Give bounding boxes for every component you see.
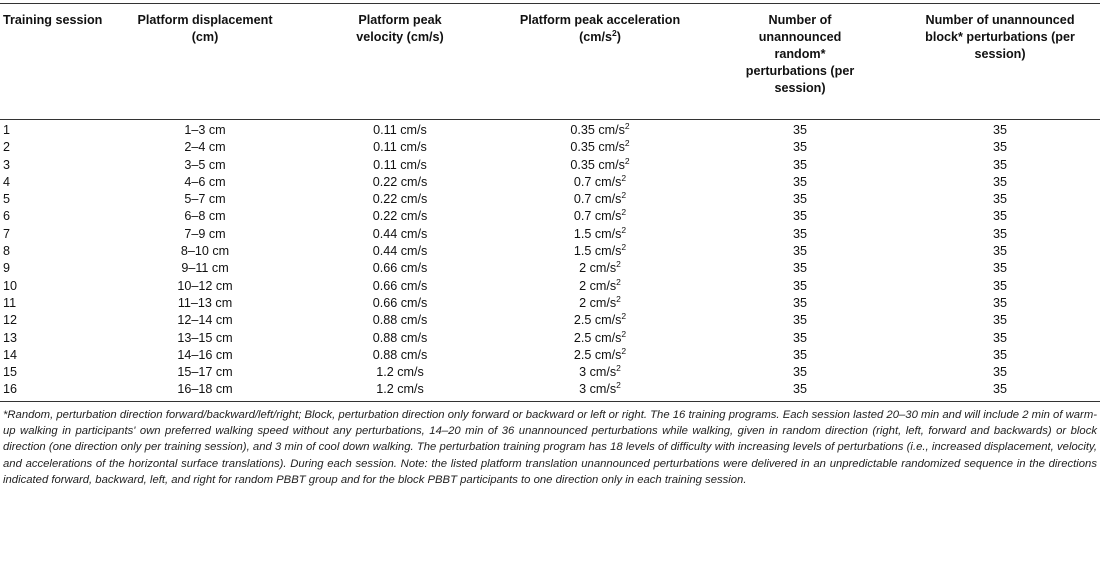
accel-value: 2.5 cm/s [573,347,622,362]
table-row [0,191,1100,208]
cell-platform-peak-velocity: 0.66 cm/s [372,278,428,293]
cell-training-session: 8 [3,244,11,259]
cell-platform-peak-velocity: 0.88 cm/s [372,313,428,328]
cell-block-perturbations: 35 [992,174,1007,189]
cell-training-session: 6 [3,209,11,224]
cell-random-perturbations: 35 [792,295,807,310]
cell-platform-displacement: 12–14 cm [177,313,233,328]
squared-superscript: 2 [621,207,627,218]
cell-random-perturbations: 35 [792,140,807,155]
accel-value: 3 cm/s [579,365,617,380]
cell-platform-peak-acceleration [500,243,700,260]
table-row [0,157,1100,174]
cell-block-perturbations: 35 [992,192,1007,207]
cell-platform-peak-acceleration [500,208,700,225]
cell-platform-displacement: 10–12 cm [177,278,233,293]
table-row [0,295,1100,312]
cell-platform-displacement: 16–18 cm [110,381,300,401]
cell-platform-peak-acceleration [500,295,700,312]
cell-platform-peak-acceleration [500,157,700,174]
cell-block-perturbations: 35 [992,347,1007,362]
header-platform-peak-acceleration [500,4,700,120]
cell-random-perturbations: 35 [792,347,807,362]
table-row [0,330,1100,347]
cell-training-session: 15 [3,365,18,380]
cell-block-perturbations: 35 [992,278,1007,293]
squared-superscript: 2 [621,311,627,322]
cell-training-session: 12 [3,313,18,328]
cell-platform-peak-velocity: 0.44 cm/s [372,244,428,259]
cell-block-perturbations: 35 [992,140,1007,155]
table-row [0,381,1100,401]
training-sessions-table [0,3,1100,402]
cell-block-perturbations: 35 [992,261,1007,276]
accel-value: 2 cm/s [579,278,617,293]
cell-platform-peak-velocity: 0.11 cm/s [373,157,427,172]
table-row [0,347,1100,364]
squared-superscript: 2 [621,224,627,235]
cell-platform-peak-acceleration [500,312,700,329]
table-row [0,139,1100,156]
header-unannounced-random: Number of unannounced random* perturbations (per session) [700,4,900,120]
squared-superscript: 2 [616,380,621,391]
cell-platform-displacement: 14–16 cm [177,347,233,362]
table-header [0,4,1100,120]
accel-value: 2.5 cm/s [573,313,622,328]
cell-platform-displacement: 2–4 cm [184,140,226,155]
cell-random-perturbations: 35 [792,278,807,293]
cell-platform-peak-acceleration [500,174,700,191]
accel-value: 3 cm/s [579,382,617,397]
squared-superscript: 2 [616,276,621,287]
cell-platform-peak-velocity: 1.2 cm/s [300,381,500,401]
cell-platform-displacement: 11–13 cm [177,295,233,310]
squared-superscript: 2 [621,172,627,183]
cell-block-perturbations: 35 [900,381,1100,401]
table-footnote: *Random, perturbation direction forward/backward/left/right; Block, perturbation direction only forward or backward or left or right. The 16 training programs. Each session lasted 20–30 min and will include 2 min of warm-up walking in participants' own preferred walking speed without any perturbations, 14–20 min of 36 unannounced perturbations while walking, given in random direction (right, left, forward and backwards) or block direction (one direction only per training session), and 3 min of cool down walking. The perturbation training program has 18 levels of difficulty with increasing levels of perturbations (i.e., increased displacement, velocity, and accelerations of the horizontal surface translations). During each session. Note: the listed platform translation unannounced perturbations were delivered in an unpredictable randomized sequence in the directions indicated forward, backward, left, and right for random PBBT group and for the block PBBT participants to one direction only in each training session. [3,408,1097,486]
cell-random-perturbations: 35 [792,313,807,328]
cell-platform-displacement: 3–5 cm [184,157,226,172]
cell-block-perturbations: 35 [992,209,1007,224]
cell-platform-peak-acceleration [500,260,700,277]
squared-superscript: 2 [624,121,630,131]
cell-block-perturbations: 35 [992,313,1007,328]
cell-platform-displacement: 9–11 cm [181,261,229,276]
cell-random-perturbations: 35 [792,192,807,207]
cell-platform-peak-acceleration [500,381,700,401]
cell-platform-peak-velocity: 0.22 cm/s [372,174,428,189]
squared-superscript: 2 [621,242,627,253]
header-training-session: Training session [0,4,110,120]
cell-platform-peak-velocity: 0.88 cm/s [372,330,428,345]
table-row [0,226,1100,243]
cell-training-session: 4 [3,174,11,189]
cell-block-perturbations: 35 [992,123,1007,137]
squared-superscript: 2 [624,138,630,149]
cell-training-session: 1 [3,123,11,137]
table-row [0,364,1100,381]
accel-value: 1.5 cm/s [573,226,622,241]
table-row [0,174,1100,191]
cell-platform-peak-velocity: 0.44 cm/s [372,226,428,241]
header-platform-displacement: Platform displacement (cm) [110,4,300,120]
accel-value: 0.7 cm/s [573,209,622,224]
squared-superscript: 2 [616,259,621,270]
cell-platform-peak-acceleration [500,364,700,381]
cell-block-perturbations: 35 [992,157,1007,172]
cell-random-perturbations: 35 [792,330,807,345]
cell-platform-peak-acceleration [500,120,700,140]
cell-training-session: 5 [3,192,11,207]
accel-value: 0.35 cm/s [570,140,625,155]
squared-superscript: 2 [616,293,621,304]
cell-random-perturbations: 35 [792,244,807,259]
cell-random-perturbations: 35 [792,174,807,189]
cell-platform-peak-acceleration [500,330,700,347]
cell-training-session: 3 [3,157,11,172]
cell-platform-displacement: 4–6 cm [184,174,226,189]
accel-value: 1.5 cm/s [573,244,622,259]
cell-training-session: 9 [3,261,11,276]
header-accel-superscript: 2 [611,28,617,38]
cell-block-perturbations: 35 [992,365,1007,380]
cell-training-session: 16 [0,381,110,401]
accel-value: 2 cm/s [579,295,617,310]
cell-block-perturbations: 35 [992,295,1007,310]
cell-platform-displacement: 5–7 cm [184,192,226,207]
cell-platform-peak-velocity: 0.11 cm/s [373,123,427,137]
cell-training-session: 13 [3,330,18,345]
cell-block-perturbations: 35 [992,244,1007,259]
cell-random-perturbations: 35 [700,381,900,401]
cell-random-perturbations: 35 [792,209,807,224]
accel-value: 2.5 cm/s [573,330,622,345]
cell-platform-displacement: 6–8 cm [184,209,226,224]
cell-platform-peak-acceleration [500,226,700,243]
cell-platform-peak-velocity: 1.2 cm/s [376,365,424,380]
accel-value: 0.7 cm/s [573,192,622,207]
squared-superscript: 2 [624,155,630,166]
cell-platform-peak-velocity: 0.88 cm/s [372,347,428,362]
table-row [0,312,1100,329]
header-platform-peak-velocity: Platform peak velocity (cm/s) [300,4,500,120]
cell-training-session: 2 [3,140,11,155]
cell-platform-displacement: 7–9 cm [184,226,226,241]
cell-platform-peak-velocity: 0.22 cm/s [372,192,428,207]
table-body [0,120,1100,402]
accel-value: 0.35 cm/s [570,157,625,172]
squared-superscript: 2 [616,363,621,374]
squared-superscript: 2 [621,345,627,356]
cell-random-perturbations: 35 [792,123,807,137]
cell-random-perturbations: 35 [792,157,807,172]
table-row [0,278,1100,295]
header-unannounced-block: Number of unannounced block* perturbations (per session) [900,4,1100,120]
table-row [0,260,1100,277]
cell-platform-peak-acceleration [500,191,700,208]
squared-superscript: 2 [621,190,627,201]
cell-block-perturbations: 35 [992,226,1007,241]
cell-platform-displacement: 15–17 cm [177,365,233,380]
table-row [0,243,1100,260]
squared-superscript: 2 [621,328,627,339]
cell-platform-peak-acceleration [500,347,700,364]
cell-random-perturbations: 35 [792,226,807,241]
table-row [0,208,1100,225]
cell-platform-peak-acceleration [500,278,700,295]
header-accel-close: ) [616,30,621,44]
header-accel-text: Platform peak acceleration (cm/s [519,13,681,44]
cell-platform-peak-acceleration [500,139,700,156]
cell-platform-peak-velocity: 0.66 cm/s [372,295,428,310]
accel-value: 0.35 cm/s [570,123,625,137]
cell-random-perturbations: 35 [792,365,807,380]
cell-platform-displacement: 13–15 cm [177,330,233,345]
cell-platform-displacement: 1–3 cm [184,123,226,137]
cell-training-session: 11 [3,295,17,310]
cell-training-session: 7 [3,226,11,241]
table-row [0,120,1100,140]
cell-random-perturbations: 35 [792,261,807,276]
accel-value: 0.7 cm/s [573,174,622,189]
accel-value: 2 cm/s [579,261,617,276]
cell-training-session: 10 [3,278,18,293]
cell-block-perturbations: 35 [992,330,1007,345]
header-row [0,4,1100,120]
cell-platform-displacement: 8–10 cm [180,244,230,259]
cell-platform-peak-velocity: 0.11 cm/s [373,140,427,155]
cell-platform-peak-velocity: 0.66 cm/s [372,261,428,276]
cell-platform-peak-velocity: 0.22 cm/s [372,209,428,224]
cell-training-session: 14 [3,347,18,362]
